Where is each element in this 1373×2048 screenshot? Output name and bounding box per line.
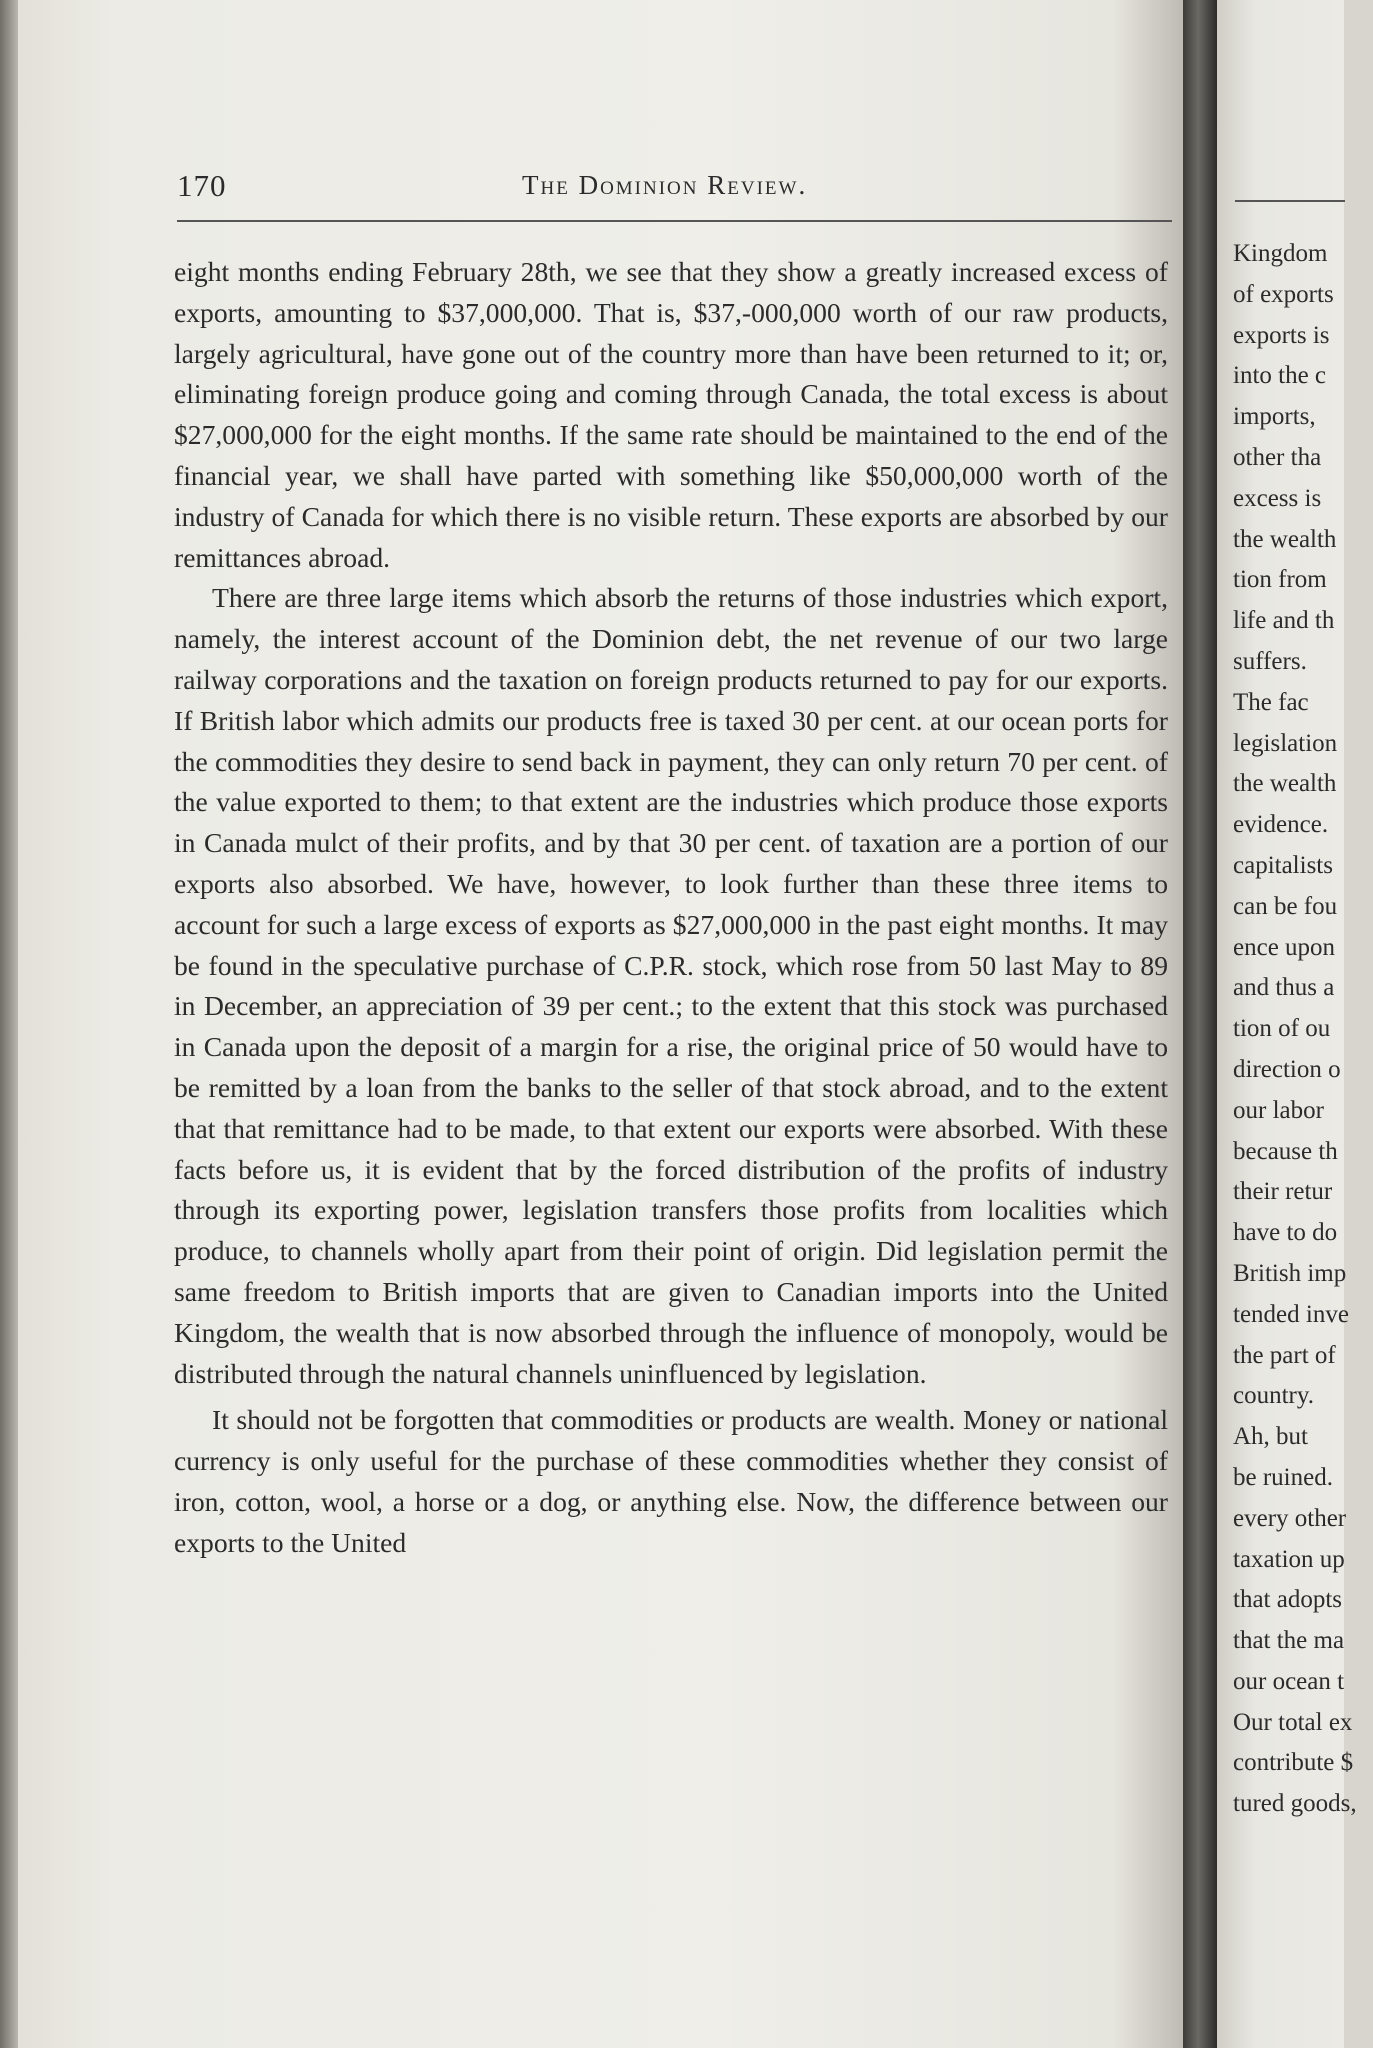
body-text [174, 252, 1168, 1564]
right-page-line: British imp [1233, 1259, 1347, 1287]
running-head: The Dominion Review. [522, 170, 808, 200]
right-page-line: excess is [1233, 484, 1322, 512]
scan-edge [0, 0, 18, 2048]
right-page-line: because th [1233, 1137, 1338, 1165]
right-page-line: Ah, but [1233, 1423, 1308, 1451]
book-gutter [1183, 0, 1217, 2048]
paragraph-2: There are three large items which absorb the returns of those industries which export, namely, the interest account of the Dominion debt, the net revenue of our two large railway corporations and the taxation on foreign products returned to pay for our exports. If British labor which admits our products free is taxed 30 per cent. at our ocean ports for the commodities they desire to send back in payment, they can only return 70 per cent. of the value exported to them; to that extent are the industries which produce those exports in Canada mulct of their profits, and by that 30 per cent. of taxation are a portion of our exports also absorbed. We have, however, to look further than these three items to account for such a large excess of exports as $27,000,000 in the past eight months. It may be found in the speculative purchase of C.P.R. stock, which rose from 50 last May to 89 in December, an appreciation of 39 per cent.; to the extent that this stock was purchased in Canada upon the deposit of a margin for a rise, the original price of 50 would have to be remitted by a loan from the banks to the seller of that stock abroad, and to the extent that that remittance had to be made, to that extent our exports were absorbed. With these facts before us, it is evident that by the forced distribution of the profits of industry through its exporting power, legislation transfers those profits from localities which produce, to channels wholly apart from their point of origin. Did legislation permit the same freedom to British imports that are given to Canadian imports into the United Kingdom, the wealth that is now absorbed through the influence of monopoly, would be distributed through the natural channels uninfluenced by legislation. [174, 582, 1168, 1389]
right-page-line: The fac [1233, 688, 1309, 716]
right-page-line: suffers. [1233, 647, 1307, 675]
right-page-line: their retur [1233, 1178, 1333, 1206]
right-page-line: other tha [1233, 443, 1322, 471]
header-rule [177, 220, 1172, 222]
right-page-line: our ocean t [1233, 1667, 1345, 1695]
right-page-line: country. [1233, 1382, 1314, 1410]
paragraph-1: eight months ending February 28th, we see that they show a greatly increased excess of exports, amounting to $37,000,000. That is, $37,-000,000 worth of our raw products, largely agricultural, have gone out of the country more than have been returned to it; or, eliminating foreign produce going and coming through Canada, the total excess is about $27,000,000 for the eight months. If the same rate should be maintained to the end of the financial year, we shall have parted with something like $50,000,000 worth of the industry of Canada for which there is no visible return. These exports are absorbed by our remittances abroad. [174, 256, 1168, 573]
right-page-line: be ruined. [1233, 1463, 1333, 1491]
page-number: 170 [177, 168, 227, 203]
paragraph-3: It should not be forgotten that commodities or products are wealth. Money or national currency is only useful for the purchase of these commodities whether they consist of iron, cotton, wool, a horse or a dog, or anything else. Now, the difference between our exports to the United [174, 1404, 1168, 1558]
right-page-line: and thus a [1233, 974, 1335, 1002]
right-page-rule [1235, 200, 1345, 202]
page-header [177, 168, 1172, 218]
right-page-line: the part of [1233, 1341, 1336, 1369]
right-page [1217, 0, 1357, 2048]
right-page-line: of exports [1233, 280, 1334, 308]
right-page-line: contribute $ [1233, 1749, 1354, 1777]
right-page-line: the wealth [1233, 770, 1337, 798]
right-page-line: tion of ou [1233, 1015, 1331, 1043]
right-page-line: that adopts [1233, 1586, 1343, 1614]
right-page-line: can be fou [1233, 892, 1338, 920]
right-page-line: into the c [1233, 362, 1327, 390]
right-page-line: the wealth [1233, 525, 1337, 553]
right-page-line: tured goods, [1233, 1790, 1357, 1818]
right-page-line: Kingdom [1233, 240, 1328, 267]
right-page-text [1233, 234, 1373, 1825]
right-page-line: that the ma [1233, 1627, 1345, 1655]
right-page-line: tended inve [1233, 1300, 1349, 1328]
right-page-line: life and th [1233, 607, 1335, 635]
right-page-line: legislation [1233, 729, 1338, 757]
right-page-line: every other [1233, 1504, 1347, 1532]
right-page-line: imports, [1233, 403, 1316, 431]
right-page-line: our labor [1233, 1096, 1324, 1124]
right-page-line: taxation up [1233, 1545, 1345, 1573]
right-page-line: tion from [1233, 566, 1327, 594]
right-page-line: have to do [1233, 1219, 1338, 1247]
right-page-line: evidence. [1233, 811, 1329, 839]
right-page-line: capitalists [1233, 851, 1333, 879]
right-page-line: exports is [1233, 321, 1330, 349]
right-page-line: Our total ex [1233, 1708, 1353, 1736]
right-page-line: direction o [1233, 1055, 1341, 1083]
right-page-line: ence upon [1233, 933, 1336, 961]
